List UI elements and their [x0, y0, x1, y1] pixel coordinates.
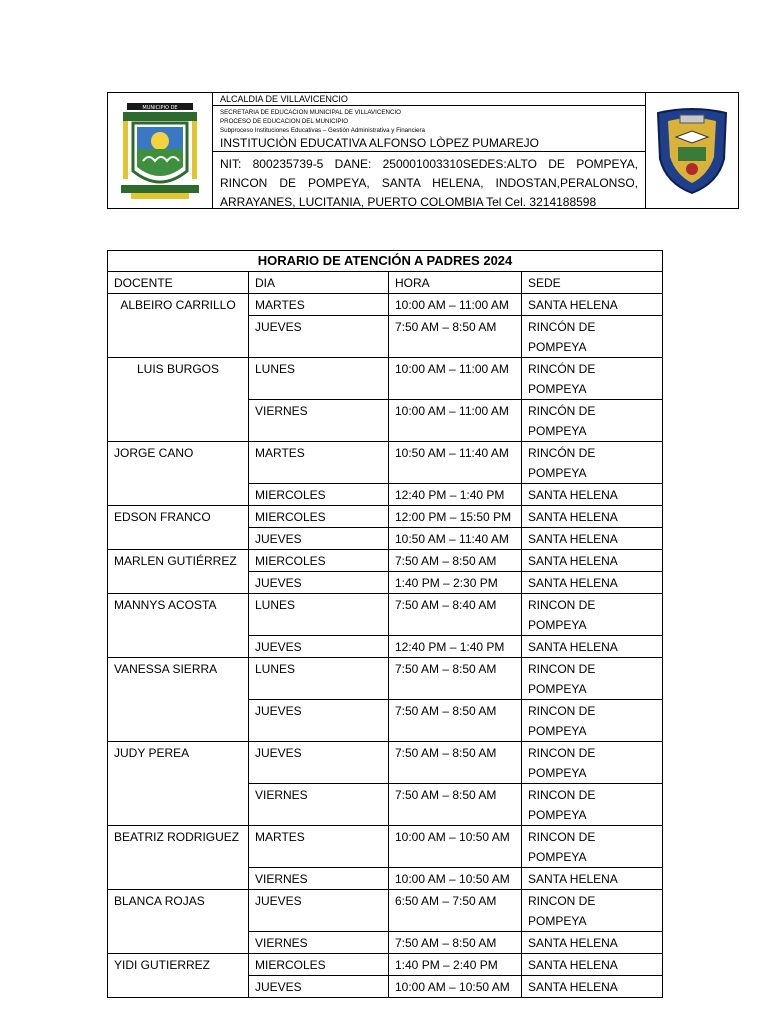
teacher-name: MARLEN GUTIÉRREZ — [108, 550, 249, 594]
campus-cell: RINCON DE POMPEYA — [522, 700, 663, 742]
institution-block — [213, 106, 645, 152]
campus-cell: RINCON DE POMPEYA — [522, 658, 663, 700]
letterhead — [107, 92, 739, 209]
time-cell: 7:50 AM – 8:50 AM — [389, 742, 522, 784]
time-cell: 12:40 PM – 1:40 PM — [389, 484, 522, 506]
time-cell: 7:50 AM – 8:50 AM — [389, 550, 522, 572]
logo-lettering: MUNICIPIO DE — [142, 104, 178, 111]
table-row — [108, 954, 663, 976]
column-header-dia: DIA — [249, 272, 389, 294]
municipal-coat-of-arms-icon — [119, 101, 201, 201]
table-row — [108, 442, 663, 484]
day-cell: VIERNES — [249, 932, 389, 954]
day-cell: MIERCOLES — [249, 506, 389, 528]
letterhead-text — [213, 93, 645, 208]
time-cell: 10:00 AM – 11:00 AM — [389, 358, 522, 400]
teacher-name: EDSON FRANCO — [108, 506, 249, 550]
campus-cell: SANTA HELENA — [522, 550, 663, 572]
municipal-logo-cell — [108, 93, 213, 208]
column-header-hora: HORA — [389, 272, 522, 294]
column-header-row — [108, 272, 663, 294]
day-cell: LUNES — [249, 358, 389, 400]
teacher-name: ALBEIRO CARRILLO — [108, 294, 249, 358]
campus-cell: SANTA HELENA — [522, 506, 663, 528]
nit-dane-sedes: NIT: 800235739-5 DANE: 250001003310SEDES:ALTO DE POMPEYA, RINCON DE POMPEYA, SANTA HELENA, INDOSTAN,PERALONSO, ARRAYANES, LUCITANIA, PUERTO COLOMBIA Tel Cel. 3214188598 — [220, 157, 638, 209]
time-cell: 1:40 PM – 2:30 PM — [389, 572, 522, 594]
day-cell: JUEVES — [249, 890, 389, 932]
day-cell: VIERNES — [249, 784, 389, 826]
table-title: HORARIO DE ATENCIÓN A PADRES 2024 — [108, 251, 663, 272]
campus-cell: RINCON DE POMPEYA — [522, 784, 663, 826]
table-row — [108, 294, 663, 316]
campus-cell: RINCÓN DE POMPEYA — [522, 358, 663, 400]
time-cell: 7:50 AM – 8:50 AM — [389, 932, 522, 954]
day-cell: JUEVES — [249, 572, 389, 594]
day-cell: MIERCOLES — [249, 484, 389, 506]
teacher-name: YIDI GUTIERREZ — [108, 954, 249, 998]
school-shield-icon — [654, 107, 730, 195]
teacher-name: BLANCA ROJAS — [108, 890, 249, 954]
teacher-name: VANESSA SIERRA — [108, 658, 249, 742]
campus-cell: RINCON DE POMPEYA — [522, 826, 663, 868]
table-row — [108, 658, 663, 700]
campus-cell: SANTA HELENA — [522, 868, 663, 890]
campus-cell: RINCÓN DE POMPEYA — [522, 400, 663, 442]
secretary-line: SECRETARIA DE EDUCACION MUNICIPAL DE VILLAVICENCIO — [220, 109, 401, 116]
campus-cell: RINCÓN DE POMPEYA — [522, 442, 663, 484]
table-row — [108, 594, 663, 636]
table-row — [108, 506, 663, 528]
school-logo-cell — [645, 93, 738, 208]
campus-cell: SANTA HELENA — [522, 484, 663, 506]
table-row — [108, 742, 663, 784]
teacher-name: JUDY PEREA — [108, 742, 249, 826]
teacher-name: JORGE CANO — [108, 442, 249, 506]
day-cell: JUEVES — [249, 742, 389, 784]
time-cell: 12:00 PM – 15:50 PM — [389, 506, 522, 528]
teacher-name: BEATRIZ RODRIGUEZ — [108, 826, 249, 890]
time-cell: 7:50 AM – 8:50 AM — [389, 316, 522, 358]
campus-cell: RINCON DE POMPEYA — [522, 890, 663, 932]
campus-cell: SANTA HELENA — [522, 636, 663, 658]
day-cell: MIERCOLES — [249, 954, 389, 976]
parent-attention-schedule-table — [107, 250, 663, 998]
campus-cell: SANTA HELENA — [522, 294, 663, 316]
time-cell: 10:00 AM – 10:50 AM — [389, 976, 522, 998]
time-cell: 7:50 AM – 8:40 AM — [389, 594, 522, 636]
day-cell: LUNES — [249, 594, 389, 636]
time-cell: 7:50 AM – 8:50 AM — [389, 658, 522, 700]
campus-cell: SANTA HELENA — [522, 954, 663, 976]
column-header-docente: DOCENTE — [108, 272, 249, 294]
time-cell: 7:50 AM – 8:50 AM — [389, 784, 522, 826]
day-cell: MARTES — [249, 826, 389, 868]
day-cell: VIERNES — [249, 400, 389, 442]
time-cell: 1:40 PM – 2:40 PM — [389, 954, 522, 976]
time-cell: 6:50 AM – 7:50 AM — [389, 890, 522, 932]
teacher-name: LUIS BURGOS — [108, 358, 249, 442]
day-cell: JUEVES — [249, 316, 389, 358]
time-cell: 7:50 AM – 8:50 AM — [389, 700, 522, 742]
time-cell: 12:40 PM – 1:40 PM — [389, 636, 522, 658]
municipality-line: ALCALDIA DE VILLAVICENCIO — [213, 93, 645, 106]
campus-cell: RINCON DE POMPEYA — [522, 594, 663, 636]
teacher-name: MANNYS ACOSTA — [108, 594, 249, 658]
campus-cell: SANTA HELENA — [522, 976, 663, 998]
campus-cell: RINCON DE POMPEYA — [522, 742, 663, 784]
process-line: PROCESO DE EDUCACION DEL MUNICIPIO — [220, 118, 349, 125]
table-row — [108, 358, 663, 400]
table-row — [108, 826, 663, 868]
time-cell: 10:00 AM – 11:00 AM — [389, 400, 522, 442]
day-cell: JUEVES — [249, 700, 389, 742]
day-cell: JUEVES — [249, 528, 389, 550]
day-cell: MARTES — [249, 294, 389, 316]
time-cell: 10:00 AM – 11:00 AM — [389, 294, 522, 316]
table-row — [108, 890, 663, 932]
day-cell: JUEVES — [249, 636, 389, 658]
day-cell: LUNES — [249, 658, 389, 700]
institution-name: INSTITUCIÒN EDUCATIVA ALFONSO LÒPEZ PUMAREJO — [220, 136, 539, 150]
subprocess-line: Subproceso Instituciones Educativas – Gestión Administrativa y Financiera — [220, 127, 425, 134]
time-cell: 10:50 AM – 11:40 AM — [389, 442, 522, 484]
time-cell: 10:00 AM – 10:50 AM — [389, 826, 522, 868]
day-cell: VIERNES — [249, 868, 389, 890]
column-header-sede: SEDE — [522, 272, 663, 294]
table-row — [108, 550, 663, 572]
campus-cell: SANTA HELENA — [522, 528, 663, 550]
time-cell: 10:00 AM – 10:50 AM — [389, 868, 522, 890]
campus-cell: RINCÓN DE POMPEYA — [522, 316, 663, 358]
day-cell: JUEVES — [249, 976, 389, 998]
day-cell: MARTES — [249, 442, 389, 484]
campus-cell: SANTA HELENA — [522, 932, 663, 954]
campus-cell: SANTA HELENA — [522, 572, 663, 594]
time-cell: 10:50 AM – 11:40 AM — [389, 528, 522, 550]
day-cell: MIERCOLES — [249, 550, 389, 572]
